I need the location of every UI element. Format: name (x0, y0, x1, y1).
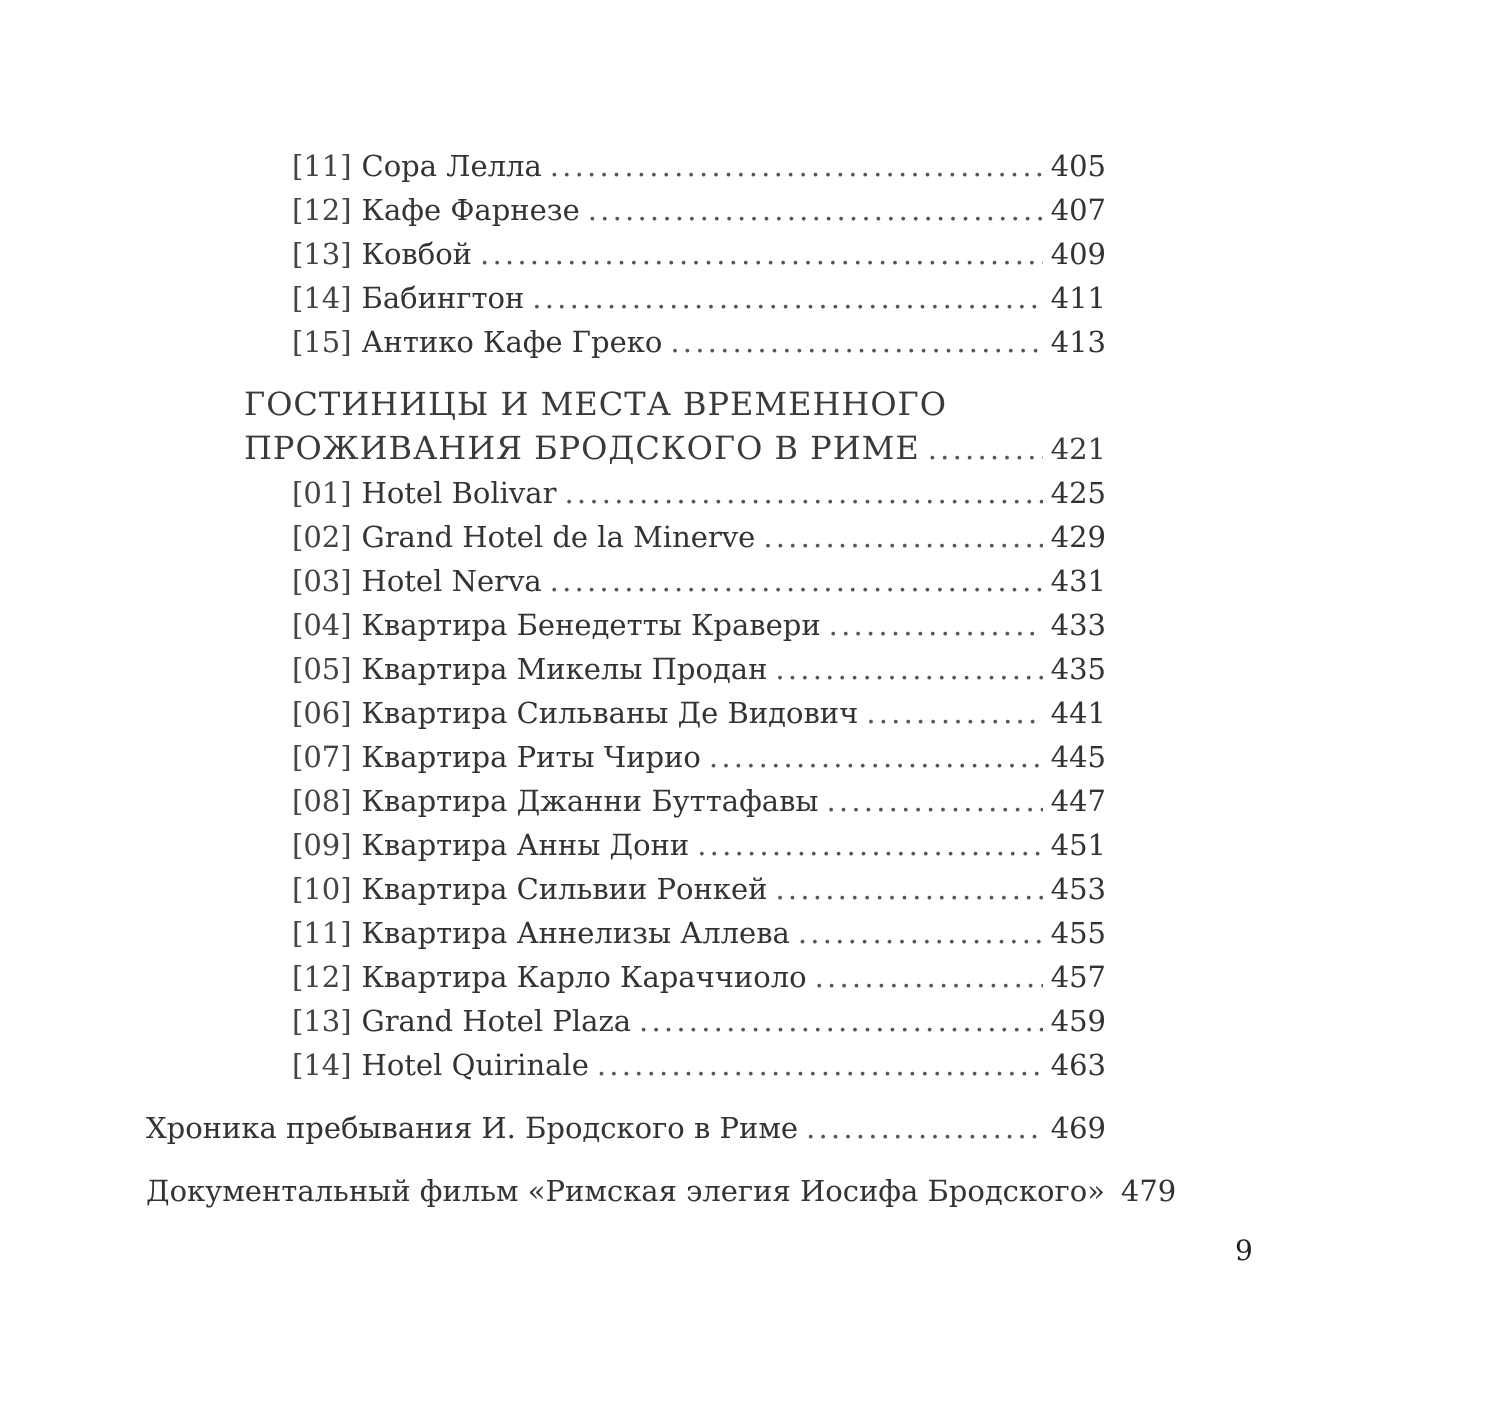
entry-page: 463 (1050, 1048, 1106, 1082)
dot-leader (532, 276, 1042, 320)
dot-leader (597, 1043, 1043, 1087)
entry-page: 433 (1050, 608, 1106, 642)
dot-leader (763, 515, 1042, 559)
toc-entry (292, 647, 1106, 691)
entry-page: 453 (1050, 872, 1106, 906)
entry-page: 441 (1050, 696, 1106, 730)
entry-page: 405 (1050, 149, 1106, 183)
dot-leader (480, 232, 1043, 276)
toc-entry (292, 867, 1106, 911)
entry-number: [08] (292, 784, 352, 818)
entry-page: 409 (1050, 237, 1106, 271)
toc-entry (292, 471, 1106, 515)
dot-leader (775, 647, 1042, 691)
dot-leader (697, 823, 1042, 867)
dot-leader (775, 867, 1042, 911)
entry-title: Grand Hotel de la Minerve (361, 520, 756, 554)
entry-page: 447 (1050, 784, 1106, 818)
dot-leader (639, 999, 1043, 1043)
toc-entry (292, 999, 1106, 1043)
entry-page: 413 (1050, 325, 1106, 359)
entry-title: Кафе Фарнезе (361, 193, 580, 227)
entry-number: [03] (292, 564, 352, 598)
dot-leader (928, 427, 1043, 471)
entry-number: [11] (292, 149, 352, 183)
entry-number: [14] (292, 1048, 352, 1082)
dot-leader (670, 320, 1042, 364)
entry-title: Квартира Сильвии Ронкей (361, 872, 768, 906)
entry-page: 445 (1050, 740, 1106, 774)
toc-entry (292, 779, 1106, 823)
dot-leader (709, 735, 1043, 779)
entry-number: [14] (292, 281, 352, 315)
entry-page: 459 (1050, 1004, 1106, 1038)
toc-entry (292, 515, 1106, 559)
entry-title: Grand Hotel Plaza (361, 1004, 632, 1038)
dot-leader (829, 603, 1043, 647)
toc-entry (292, 188, 1106, 232)
entry-title: Квартира Риты Чирио (361, 740, 701, 774)
toc-entry (292, 955, 1106, 999)
entry-title: Квартира Микелы Продан (361, 652, 768, 686)
entry-title: Hotel Bolivar (361, 476, 557, 510)
entry-number: [01] (292, 476, 352, 510)
entry-title: Hotel Nerva (361, 564, 542, 598)
entry-title: Бабингтон (361, 281, 525, 315)
entry-page: 431 (1050, 564, 1106, 598)
dot-leader (866, 691, 1042, 735)
entry-title: Квартира Джанни Буттафавы (361, 784, 819, 818)
entry-page: 455 (1050, 916, 1106, 950)
entry-number: [05] (292, 652, 352, 686)
section-page: 421 (1050, 432, 1106, 466)
entry-number: [07] (292, 740, 352, 774)
entry-title: Хроника пребывания И. Бродского в Риме (146, 1111, 799, 1145)
toc-entry (292, 911, 1106, 955)
toc-entry (292, 735, 1106, 779)
dot-leader (588, 188, 1043, 232)
entry-page: 469 (1050, 1111, 1106, 1145)
toc-entry-top (146, 1106, 1106, 1150)
entry-title: Ковбой (361, 237, 473, 271)
entry-title: Hotel Quirinale (361, 1048, 589, 1082)
toc-entry (292, 559, 1106, 603)
dot-leader (550, 144, 1043, 188)
entry-title: Квартира Сильваны Де Видович (361, 696, 859, 730)
entry-number: [12] (292, 960, 352, 994)
dot-leader (798, 911, 1043, 955)
entry-number: [09] (292, 828, 352, 862)
entry-page: 411 (1050, 281, 1106, 315)
toc-entry (292, 1043, 1106, 1087)
entry-number: [13] (292, 237, 352, 271)
toc-entry (292, 691, 1106, 735)
entry-page: 479 (1120, 1174, 1177, 1208)
toc-entry (292, 276, 1106, 320)
entry-number: [11] (292, 916, 352, 950)
entry-page: 457 (1050, 960, 1106, 994)
section-title-line1: ГОСТИНИЦЫ И МЕСТА ВРЕМЕННОГО (244, 385, 947, 423)
entry-page: 435 (1050, 652, 1106, 686)
dot-leader (827, 779, 1043, 823)
entry-page: 429 (1050, 520, 1106, 554)
entry-page: 407 (1050, 193, 1106, 227)
toc-entry (292, 823, 1106, 867)
entry-number: [10] (292, 872, 352, 906)
entry-number: [13] (292, 1004, 352, 1038)
toc-entry (292, 603, 1106, 647)
entry-title: Антико Кафе Греко (361, 325, 663, 359)
section-title-line2-row (244, 426, 1106, 471)
page-number: 9 (1235, 1234, 1253, 1267)
toc-entry-top (146, 1169, 1177, 1213)
entry-title: Квартира Карло Караччиоло (361, 960, 807, 994)
toc-entry (292, 232, 1106, 276)
toc-entry (292, 144, 1106, 188)
entry-page: 451 (1050, 828, 1106, 862)
entry-number: [04] (292, 608, 352, 642)
entry-title: Сора Лелла (361, 149, 542, 183)
dot-leader (564, 471, 1042, 515)
entry-number: [02] (292, 520, 352, 554)
entry-number: [15] (292, 325, 352, 359)
entry-number: [06] (292, 696, 352, 730)
entry-title: Документальный фильм «Римская элегия Иосифа Бродского» (146, 1174, 1105, 1208)
entry-title: Квартира Анны Дони (361, 828, 690, 862)
entry-title: Квартира Бенедетты Кравери (361, 608, 821, 642)
toc-entry (292, 320, 1106, 364)
dot-leader (806, 1106, 1043, 1150)
entry-page: 425 (1050, 476, 1106, 510)
entry-number: [12] (292, 193, 352, 227)
section-title-line2: ПРОЖИВАНИЯ БРОДСКОГО В РИМЕ (244, 429, 920, 467)
entry-title: Квартира Аннелизы Аллева (361, 916, 790, 950)
dot-leader (815, 955, 1043, 999)
dot-leader (550, 559, 1043, 603)
